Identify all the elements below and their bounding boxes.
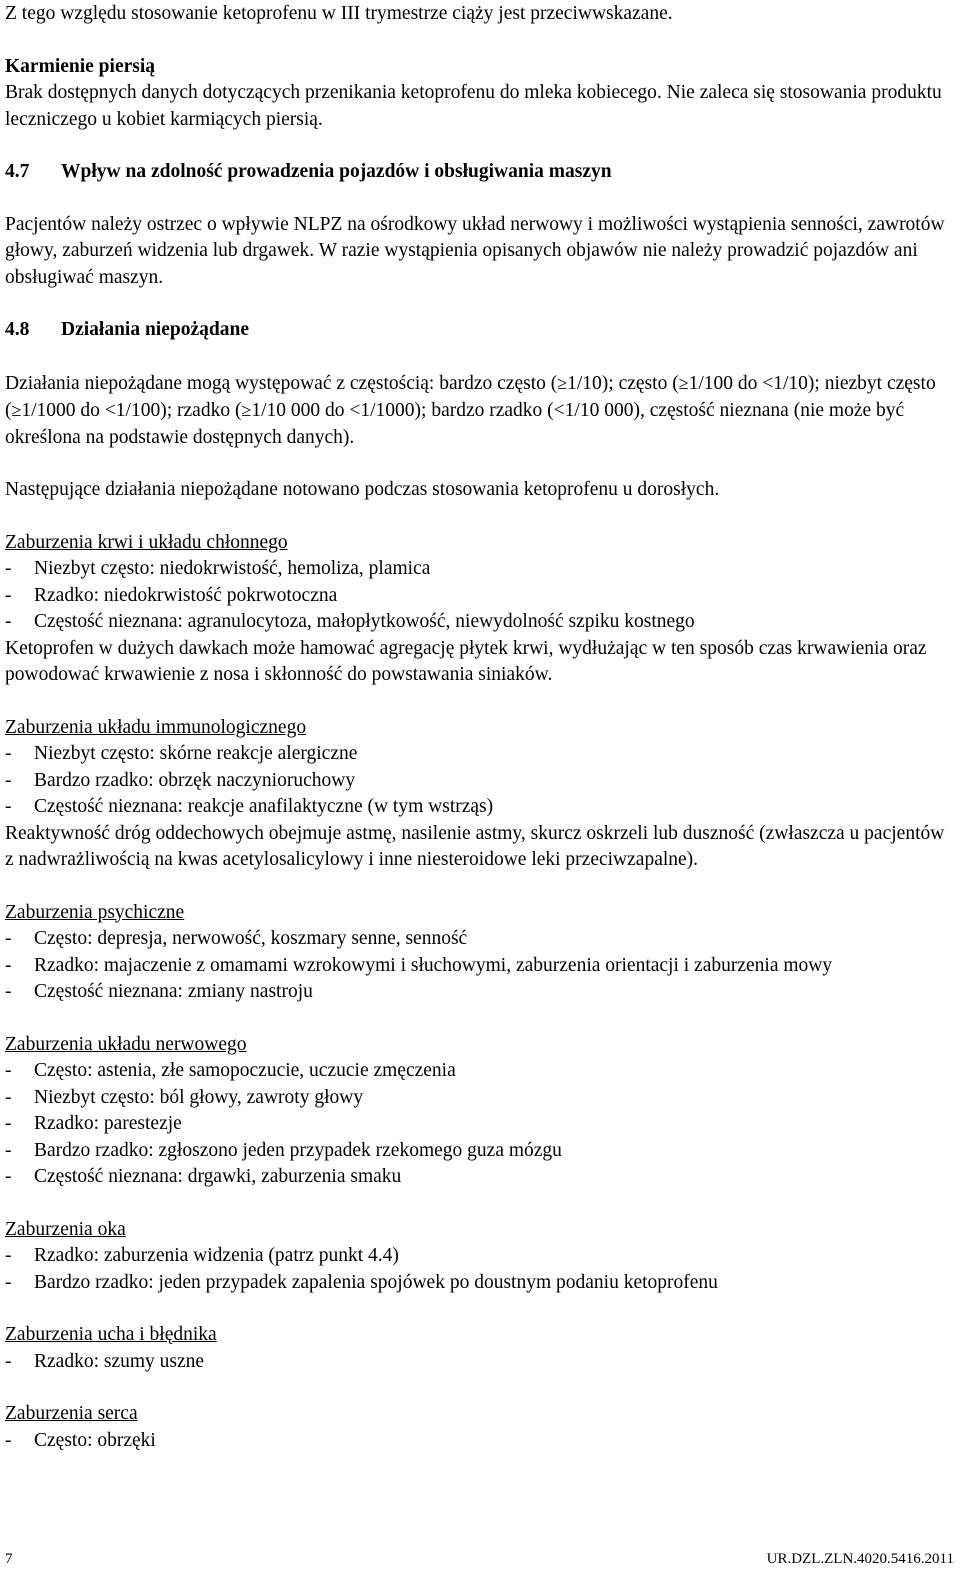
dash-marker: - bbox=[5, 1113, 12, 1134]
section-4-8-number: 4.8 bbox=[5, 319, 30, 340]
list-item-text: Częstość nieznana: reakcje anafilaktyczne (w tym wstrząs) bbox=[34, 796, 494, 817]
dash-marker: - bbox=[5, 769, 12, 791]
list-item-text: Częstość nieznana: drgawki, zaburzenia smaku bbox=[34, 1166, 402, 1187]
category-title: Zaburzenia krwi i układu chłonnego bbox=[5, 531, 288, 553]
list-item bbox=[5, 609, 955, 636]
list-item bbox=[5, 556, 955, 583]
list-item bbox=[5, 979, 955, 1006]
category-title: Zaburzenia ucha i błędnika bbox=[5, 1324, 217, 1345]
category-heart bbox=[5, 1401, 955, 1454]
category-title: Zaburzenia psychiczne bbox=[5, 901, 185, 923]
greater-equal-sign: ≥ bbox=[557, 372, 568, 393]
dash-marker: - bbox=[5, 1060, 12, 1081]
list-item bbox=[5, 741, 955, 768]
list-item-text: Często: astenia, złe samopoczucie, uczucie zmęczenia bbox=[34, 1060, 456, 1081]
dash-marker: - bbox=[5, 796, 12, 817]
dash-marker: - bbox=[5, 558, 12, 579]
list-item bbox=[5, 1243, 955, 1270]
dash-marker: - bbox=[5, 1139, 12, 1161]
dash-marker: - bbox=[5, 1086, 12, 1108]
dash-marker: - bbox=[5, 1350, 12, 1372]
section-4-7-title: Wpływ na zdolność prowadzenia pojazdów i obsługiwania maszyn bbox=[61, 161, 612, 182]
list-item-text: Bardzo rzadko: zgłoszono jeden przypadek rzekomego guza mózgu bbox=[34, 1139, 562, 1161]
dash-marker: - bbox=[5, 1271, 12, 1293]
section-4-7-text: Pacjentów należy ostrzec o wpływie NLPZ na ośrodkowy układ nerwowy i możliwości wystąpienia senności, zawrotów głowy, zaburzeń widzenia lub drgawek. W razie wystąpienia opisanych objawów nie należy prowadzić pojazdów ani obsługiwać maszyn. bbox=[5, 213, 945, 288]
document-code: UR.DZL.ZLN.4020.5416.2011 bbox=[766, 1551, 954, 1567]
list-item bbox=[5, 1111, 955, 1138]
frequency-text-5: 1/10 000 do <1/1000); bardzo rzadko (<1/10 000), częstość nieznana (nie może być określona na podstawie dostępnych danych). bbox=[5, 400, 905, 448]
list-item-text: Niezbyt często: niedokrwistość, hemoliza, plamica bbox=[34, 558, 431, 579]
document-page bbox=[5, 0, 955, 1454]
category-title: Zaburzenia układu immunologicznego bbox=[5, 716, 307, 738]
list-item-text: Często: depresja, nerwowość, koszmary senne, senność bbox=[34, 928, 468, 949]
list-item bbox=[5, 1085, 955, 1112]
list-item-text: Rzadko: szumy uszne bbox=[34, 1350, 205, 1372]
frequency-text-2: 1/10); często ( bbox=[567, 372, 679, 394]
category-eye bbox=[5, 1217, 955, 1297]
dash-marker: - bbox=[5, 584, 12, 606]
frequency-text-1: Działania niepożądane mogą występować z częstością: bardzo często ( bbox=[5, 372, 558, 394]
list-item-text: Rzadko: zaburzenia widzenia (patrz punkt 4.4) bbox=[34, 1245, 399, 1266]
breastfeeding-heading: Karmienie piersią bbox=[5, 55, 156, 77]
dash-marker: - bbox=[5, 981, 12, 1002]
category-note: Ketoprofen w dużych dawkach może hamować agregację płytek krwi, wydłużając w ten sposób czas krwawienia oraz powodować krwawienie z nosa i skłonność do powstawania siniaków. bbox=[5, 637, 927, 685]
list-item bbox=[5, 583, 955, 610]
page-footer bbox=[0, 1548, 960, 1570]
list-item bbox=[5, 1270, 955, 1297]
list-item bbox=[5, 1349, 955, 1376]
list-item-text: Częstość nieznana: agranulocytoza, małopłytkowość, niewydolność szpiku kostnego bbox=[34, 611, 695, 632]
list-item-text: Bardzo rzadko: obrzęk naczynioruchowy bbox=[34, 769, 356, 791]
section-4-8-title: Działania niepożądane bbox=[61, 319, 249, 340]
greater-equal-sign: ≥ bbox=[11, 400, 22, 420]
dash-marker: - bbox=[5, 928, 12, 949]
dash-marker: - bbox=[5, 1429, 12, 1451]
list-item-text: Częstość nieznana: zmiany nastroju bbox=[34, 981, 313, 1002]
page-number: 7 bbox=[5, 1551, 13, 1567]
list-item-text: Rzadko: niedokrwistość pokrwotoczna bbox=[34, 584, 338, 606]
category-immune bbox=[5, 715, 955, 874]
list-item-text: Bardzo rzadko: jeden przypadek zapalenia spojówek po doustnym podaniu ketoprofenu bbox=[34, 1271, 718, 1293]
list-item bbox=[5, 1058, 955, 1085]
greater-equal-sign: ≥ bbox=[241, 400, 252, 420]
dash-marker: - bbox=[5, 1245, 12, 1266]
greater-equal-sign: ≥ bbox=[678, 372, 689, 393]
list-item bbox=[5, 794, 955, 821]
list-item-text: Rzadko: parestezje bbox=[34, 1113, 182, 1134]
list-item-text: Niezbyt często: ból głowy, zawroty głowy bbox=[34, 1086, 364, 1108]
frequency-definition-paragraph bbox=[5, 370, 955, 452]
category-psychiatric bbox=[5, 900, 955, 1006]
category-title: Zaburzenia oka bbox=[5, 1218, 126, 1240]
category-blood bbox=[5, 530, 955, 689]
list-item-text: Niezbyt często: skórne reakcje alergiczne bbox=[34, 743, 358, 764]
category-note: Reaktywność dróg oddechowych obejmuje astmę, nasilenie astmy, skurcz oskrzeli lub duszność (zwłaszcza u pacjentów z nadwrażliwością na kwas acetylosalicylowy i inne niesteroidowe leki przeciwzapalne). bbox=[5, 822, 945, 870]
category-ear bbox=[5, 1322, 955, 1375]
dash-marker: - bbox=[5, 611, 12, 632]
category-title: Zaburzenia serca bbox=[5, 1403, 138, 1424]
dash-marker: - bbox=[5, 1166, 12, 1187]
section-4-7-number: 4.7 bbox=[5, 161, 30, 182]
frequency-text-4: 1/1000 do <1/100); rzadko ( bbox=[21, 400, 242, 421]
category-nervous-system bbox=[5, 1032, 955, 1191]
list-item bbox=[5, 1428, 955, 1455]
section-4-7-heading bbox=[5, 159, 955, 186]
adults-intro-line: Następujące działania niepożądane notowano podczas stosowania ketoprofenu u dorosłych. bbox=[5, 479, 720, 500]
pregnancy-contraindication-line: Z tego względu stosowanie ketoprofenu w III trymestrze ciąży jest przeciwwskazane. bbox=[5, 3, 673, 24]
list-item bbox=[5, 953, 955, 980]
category-title: Zaburzenia układu nerwowego bbox=[5, 1033, 247, 1055]
dash-marker: - bbox=[5, 954, 12, 976]
dash-marker: - bbox=[5, 743, 12, 764]
list-item-text: Często: obrzęki bbox=[34, 1429, 156, 1451]
list-item bbox=[5, 768, 955, 795]
list-item bbox=[5, 926, 955, 953]
frequency-text-3: 1/100 do <1/10); niezbyt często ( bbox=[5, 372, 936, 421]
list-item-text: Rzadko: majaczenie z omamami wzrokowymi i słuchowymi, zaburzenia orientacji i zaburzenia mowy bbox=[34, 954, 833, 976]
list-item bbox=[5, 1164, 955, 1191]
breastfeeding-text: Brak dostępnych danych dotyczących przenikania ketoprofenu do mleka kobiecego. Nie zaleca się stosowania produktu leczniczego u kobiet karmiących piersią. bbox=[5, 82, 942, 130]
list-item bbox=[5, 1138, 955, 1165]
section-4-8-heading bbox=[5, 317, 955, 344]
